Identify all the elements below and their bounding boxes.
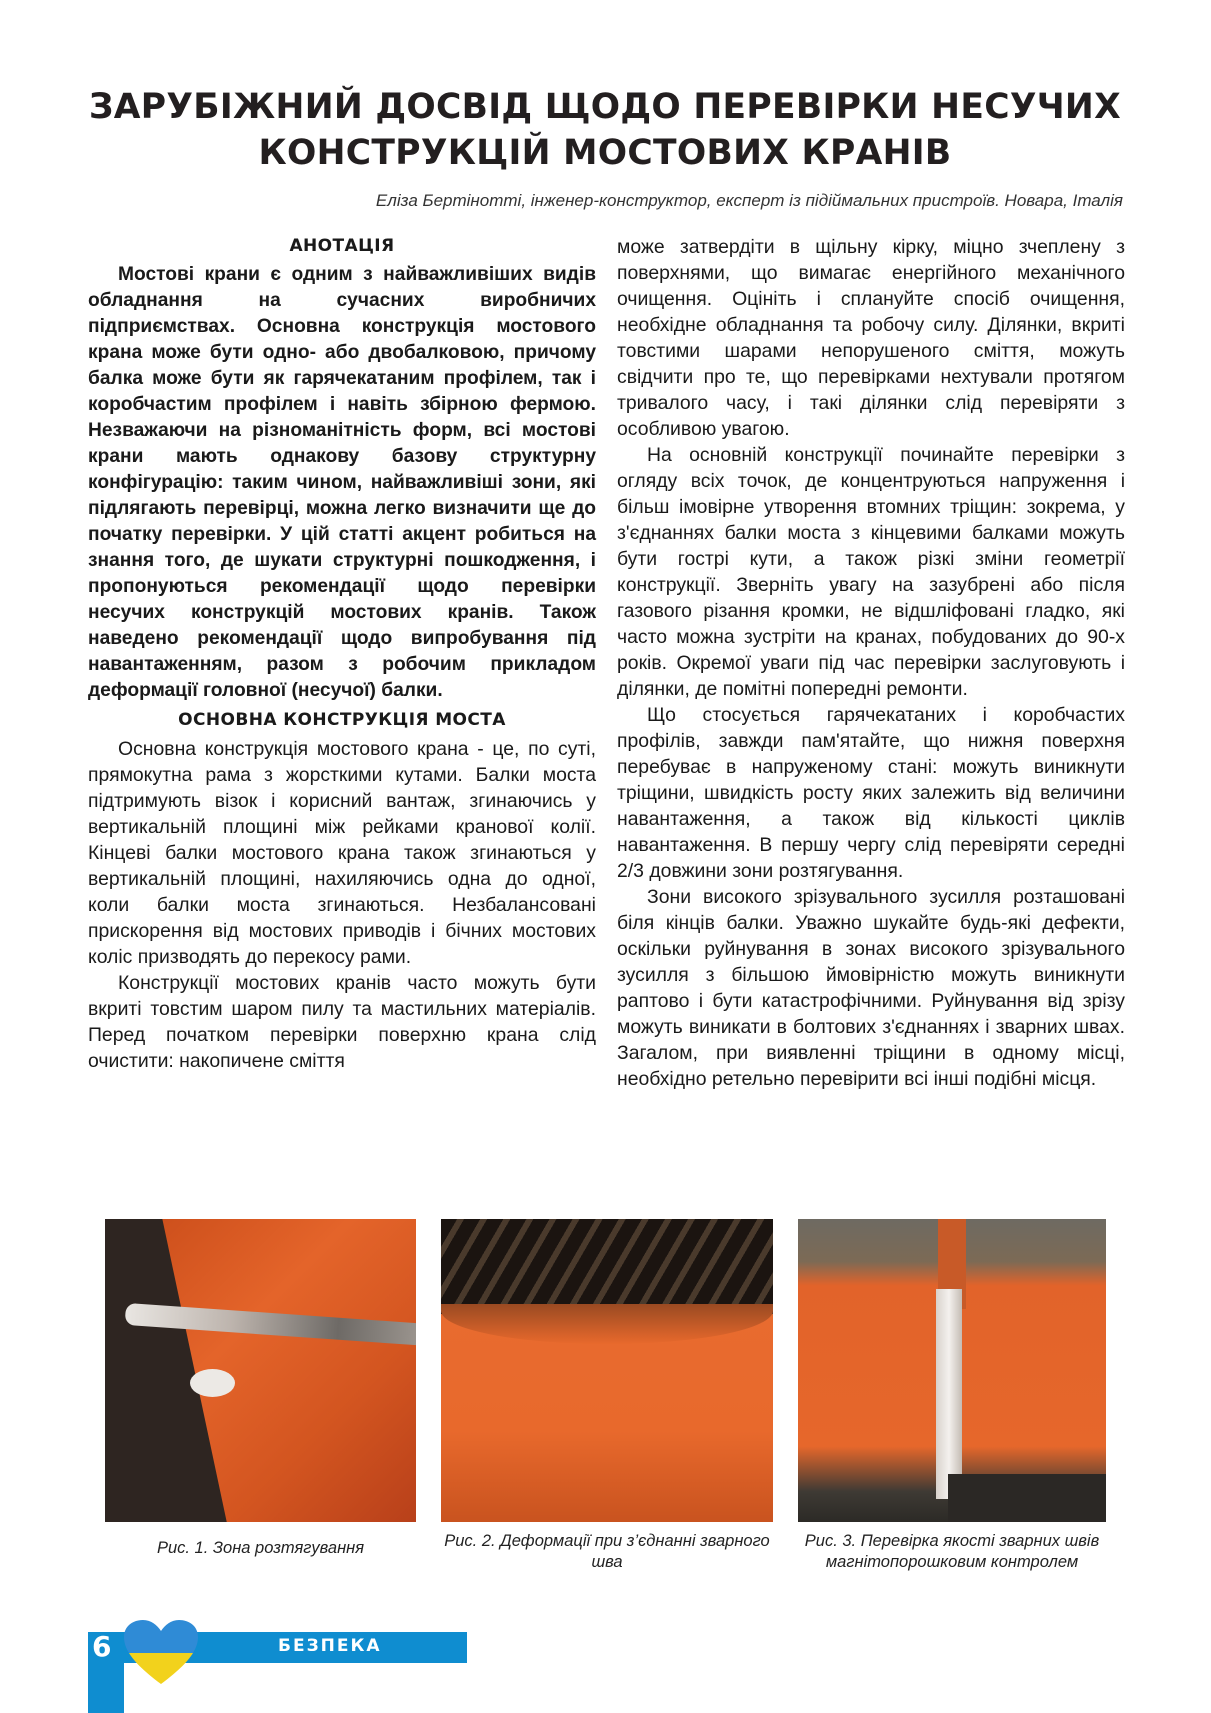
abstract-heading: АНОТАЦІЯ — [289, 236, 395, 256]
section-heading: ОСНОВНА КОНСТРУКЦІЯ МОСТА — [178, 710, 506, 730]
footer-section-label: БЕЗПЕКА — [278, 1636, 382, 1656]
left-paragraph-1: Основна конструкція мостового крана - це, по суті, прямокутна рама з жорсткими кутами. Балки моста підтримують візок і корисний вантаж, згинаючись у вертикальній площині між рейками кранової колії. Кінцеві балки мостового крана також згинаються у вертикальній площині, нахиляючись одна до одної, коли балки моста згинаються. Незбалансовані прискорення від мостових приводів і бічних мостових коліс призводять до перекосу рами. — [88, 738, 596, 968]
right-paragraph-4: Зони високого зрізувального зусилля розташовані біля кінців балки. Уважно шукайте будь-які дефекти, оскільки руйнування в зонах високого зрізувального зусилля з більшою ймовірністю можуть виникнути раптово і бути катастрофічними. Руйнування від зрізу можуть виникати в болтових з'єднаннях і зварних швах. Загалом, при виявленні тріщини в одному місці, необхідно ретельно перевірити всі інші подібні місця. — [617, 886, 1125, 1090]
figure-1-caption: Рис. 1. Зона розтягування — [156, 1539, 365, 1557]
figure-2-roof-structure — [441, 1219, 773, 1314]
figure-2-photo — [441, 1219, 773, 1522]
right-paragraph-1: може затвердіти в щільну кірку, міцно зчеплену з поверхнями, що вимагає енергійного механічного очищення. Оцініть і сплануйте спосіб очищення, необхідне обладнання та робочу силу. Ділянки, вкриті товстими шарами непорушеного сміття, можуть свідчити про те, що перевірками нехтували протягом тривалого часу, і такі ділянки слід перевіряти з особливою увагою. — [617, 236, 1125, 440]
title-line-1: ЗАРУБІЖНИЙ ДОСВІД ЩОДО ПЕРЕВІРКИ НЕСУЧИХ — [89, 87, 1121, 127]
figure-2-deformed-edge — [441, 1304, 773, 1344]
figure-3-weld-seam — [936, 1289, 962, 1499]
left-paragraph-2: Конструкції мостових кранів часто можуть бути вкриті товстим шаром пилу та мастильних матеріалів. Перед початком перевірки поверхню крана слід очистити: накопичене сміття — [88, 972, 596, 1072]
page-number: 6 — [92, 1630, 112, 1663]
figure-3-dark-floor — [948, 1474, 1106, 1522]
abstract-text: Мостові крани є одним з найважливіших видів обладнання на сучасних виробничих підприємствах. Основна конструкція мостового крана може бути одно- або двобалковою, причому балка може бути як гарячекатаним профілем, так і коробчастим профілем і навіть збірною фермою. Незважаючи на різноманітність форм, всі мостові крани мають однакову базову структурну конфігурацію: таким чином, найважливіші зони, які підлягають перевірці, можна легко визначити ще до початку перевірки. У цій статті акцент робиться на знання того, де шукати структурні пошкодження, і пропонуються рекомендації щодо перевірки несучих конструкцій мостових кранів. Також наведено рекомендації щодо випробування під навантаженням, разом з робочим прикладом деформації головної (несучої) балки. — [88, 264, 596, 701]
heart-icon — [124, 1620, 198, 1686]
figure-3-photo — [798, 1219, 1106, 1522]
left-column — [88, 234, 596, 1074]
figure-1-photo — [105, 1219, 416, 1522]
figure-1-white-spot — [190, 1369, 235, 1397]
figure-3-caption: Рис. 3. Перевірка якості зварних швів магнітопорошковим контролем — [804, 1532, 1100, 1571]
right-paragraph-3: Що стосується гарячекатаних і коробчастих профілів, завжди пам'ятайте, що нижня поверхня перебуває в напруженому стані: можуть виникнути тріщини, швидкість росту яких залежить від величини навантаження, а також від кількості циклів навантаження. В першу чергу слід перевіряти середні 2/3 довжини зони розтягування. — [617, 704, 1125, 882]
title-line-2: КОНСТРУКЦІЙ МОСТОВИХ КРАНІВ — [258, 133, 952, 173]
figure-2-caption: Рис. 2. Деформації при з’єднанні зварного шва — [444, 1532, 770, 1571]
right-paragraph-2: На основній конструкції починайте перевірки з огляду всіх точок, де концентруються напруження і більш імовірне утворення втомних тріщин: зокрема, у з'єднаннях балки моста з кінцевими балками можуть бути гострі кути, а також різкі зміни геометрії конструкції. Зверніть увагу на зазубрені або після газового різання кромки, не відшліфовані гладко, які часто можна зустріти на кранах, побудованих до 90-х років. Окремої уваги під час перевірки заслуговують і ділянки, де помітні попередні ремонти. — [617, 444, 1125, 700]
author-line: Еліза Бертінотті, інженер-конструктор, експерт із підіймальних пристроїв. Новара, Італія — [375, 191, 1123, 210]
article-title — [60, 84, 1150, 176]
right-column — [617, 234, 1125, 1092]
